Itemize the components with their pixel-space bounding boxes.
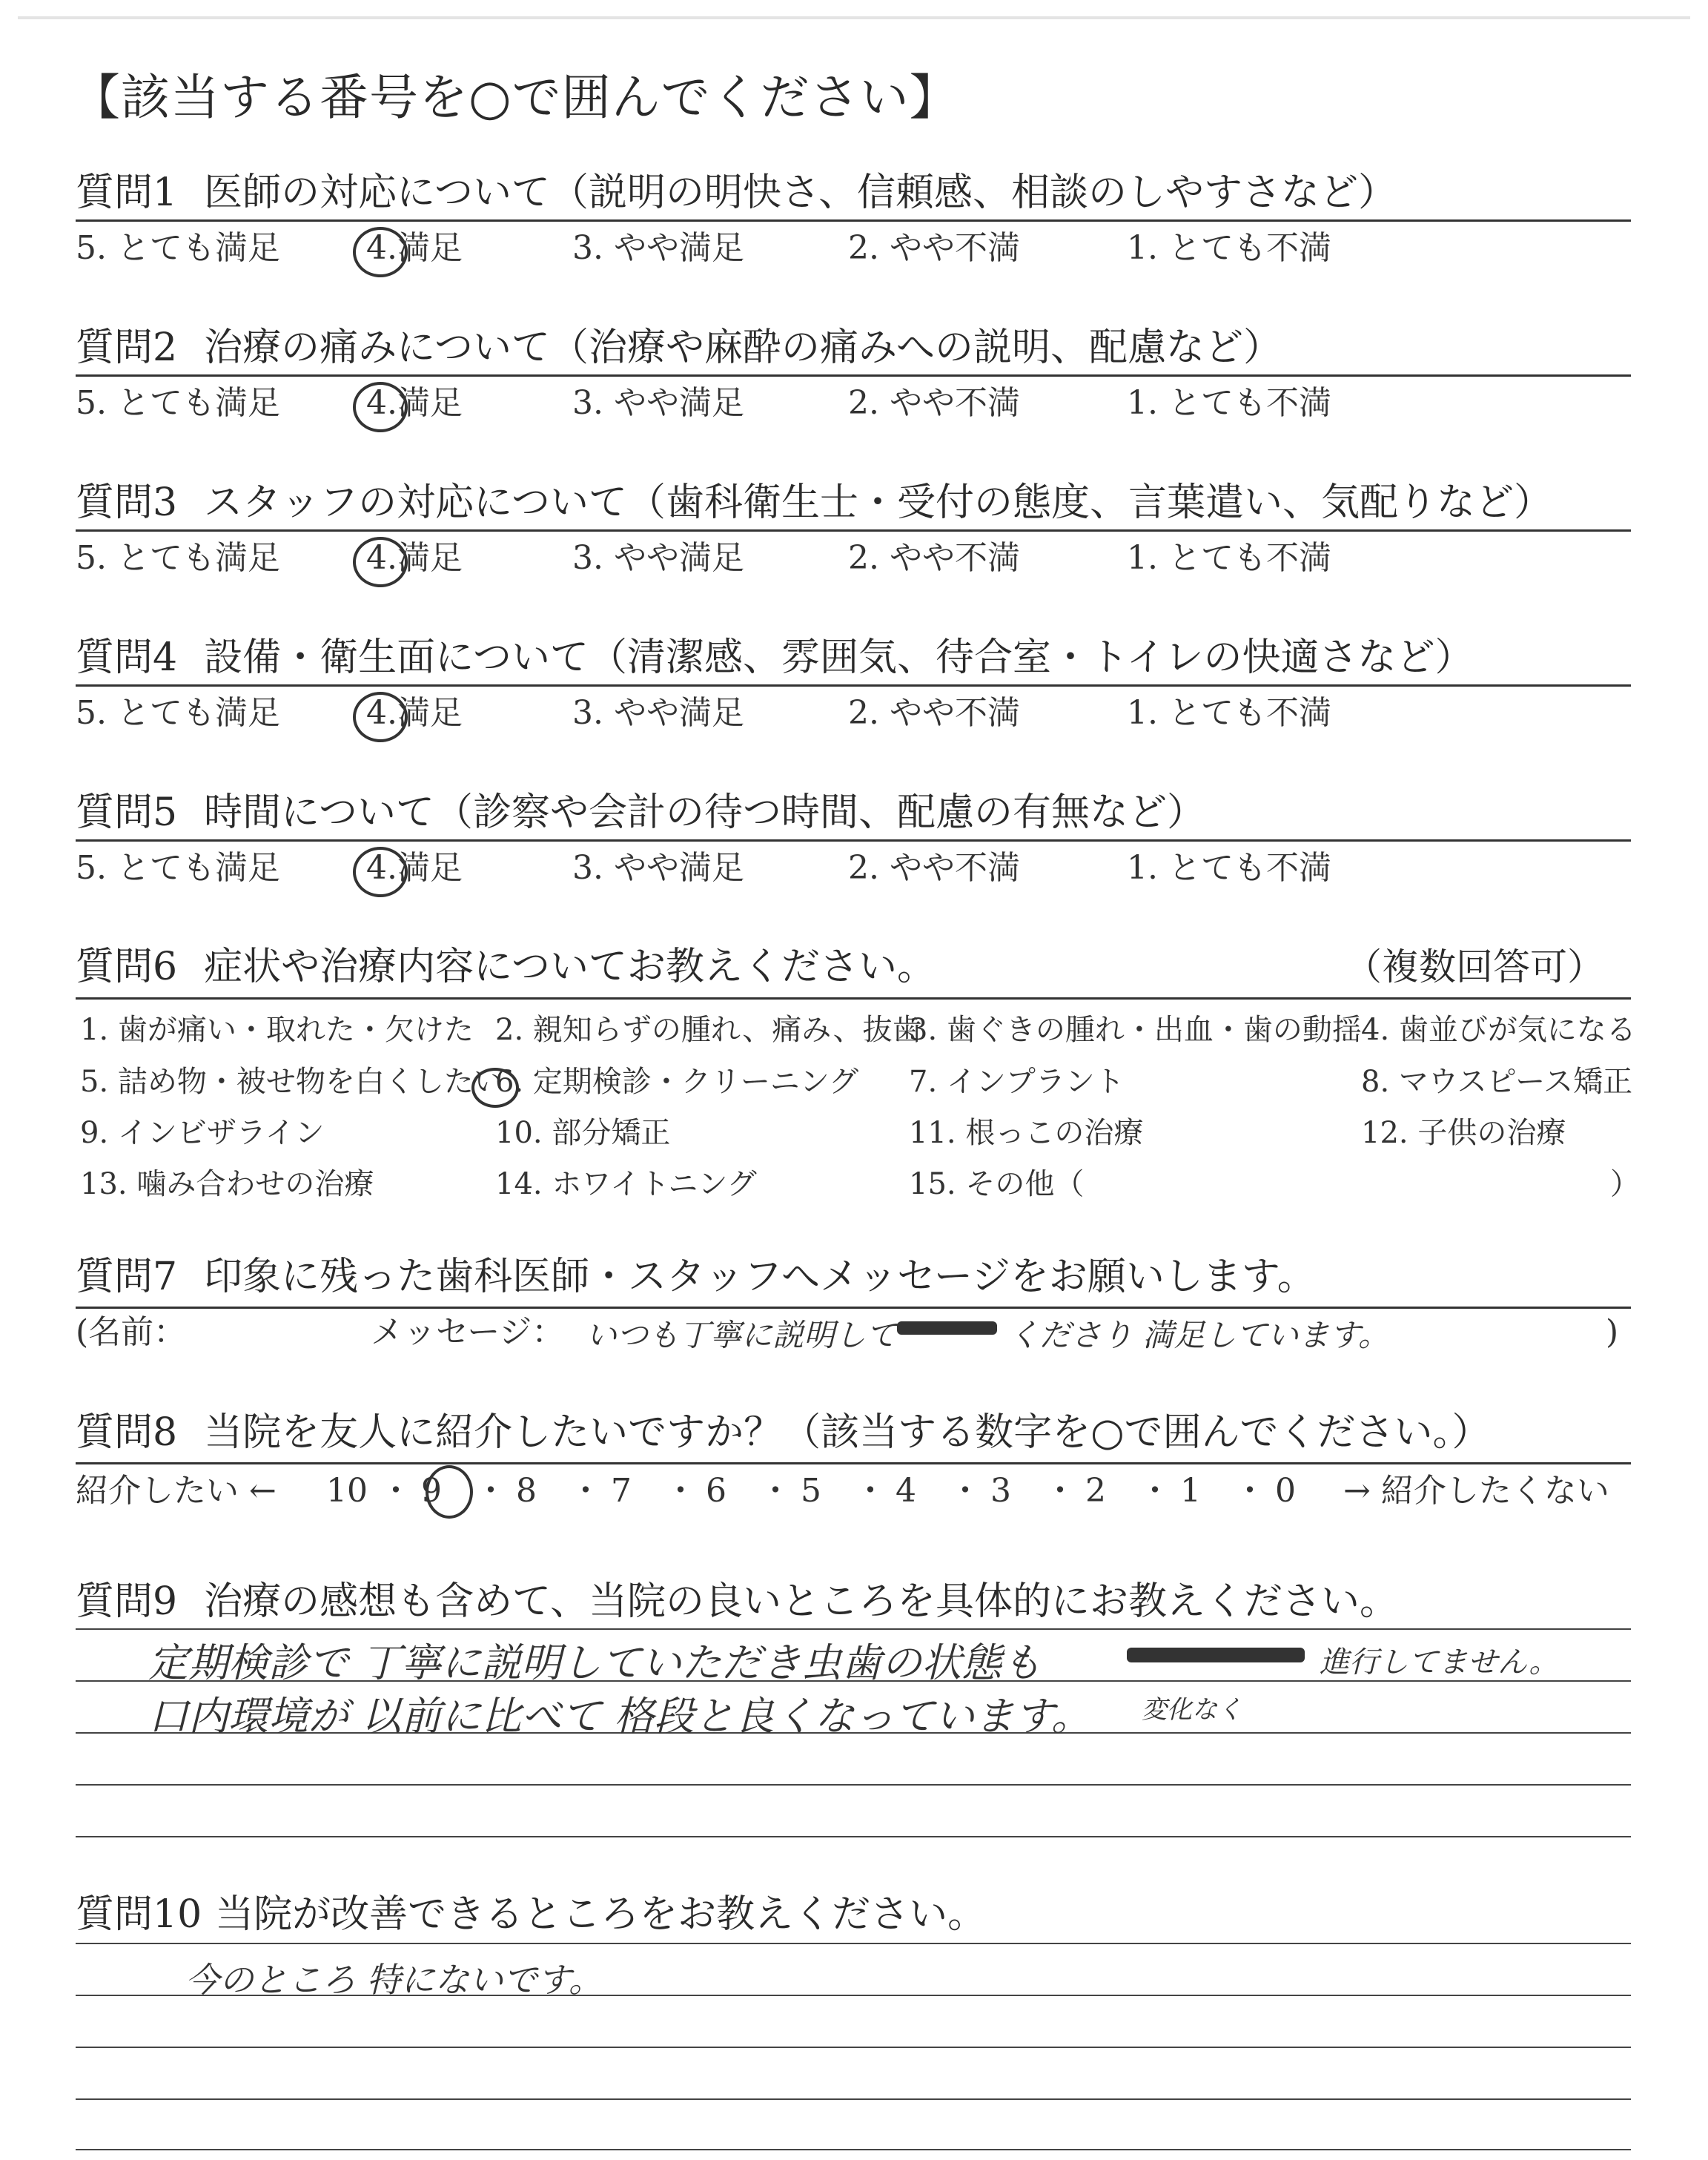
- q6-multiple-note: （複数回答可）: [1345, 945, 1604, 988]
- q2-option-1[interactable]: 1. とても不満: [1127, 384, 1331, 422]
- q6-option-1[interactable]: 1. 歯が痛い・取れた・欠けた: [80, 1013, 474, 1047]
- q8-right-label: → 紹介したくない: [1343, 1472, 1609, 1510]
- q8-scale-separator: ・: [759, 1472, 792, 1510]
- q6-option-10[interactable]: 10. 部分矯正: [495, 1116, 671, 1150]
- q10-number: 質問10: [76, 1892, 202, 1937]
- q9-answer-line-1: 定期検診で 丁寧に説明していただき虫歯の状態も: [148, 1639, 1042, 1686]
- q7-rule: [76, 1307, 1631, 1309]
- q4-option-5[interactable]: 5. とても満足: [76, 694, 280, 732]
- q9-text: 治療の感想も含めて、当院の良いところを具体的にお教えください。: [204, 1579, 1399, 1624]
- q8-scale-8[interactable]: 8: [516, 1472, 537, 1510]
- q7-message-handwritten: いつも丁寧に説明して: [586, 1317, 898, 1353]
- q2-text: 治療の痛みについて（治療や麻酔の痛みへの説明、配慮など）: [204, 326, 1282, 370]
- q6-number: 質問6: [76, 945, 178, 989]
- q8-answer-circle: [426, 1465, 473, 1519]
- q8-scale-separator: ・: [1139, 1472, 1171, 1510]
- q6-option-3[interactable]: 3. 歯ぐきの腫れ・出血・歯の動揺: [909, 1013, 1362, 1047]
- q8-title: [76, 1409, 1490, 1456]
- q5-title: [76, 789, 1205, 836]
- q1-answer-circle: [353, 227, 408, 277]
- q5-option-2[interactable]: 2. やや不満: [848, 849, 1020, 887]
- q6-option-other-close: ）: [1610, 1167, 1640, 1201]
- q4-rule: [76, 684, 1631, 687]
- q9-rule-1: [76, 1628, 1631, 1630]
- q9-rule-5: [76, 1836, 1631, 1837]
- q1-number: 質問1: [76, 171, 178, 215]
- q3-option-1[interactable]: 1. とても不満: [1127, 539, 1331, 577]
- q8-scale-separator: ・: [1044, 1472, 1076, 1510]
- q9-rule-4: [76, 1784, 1631, 1786]
- q3-rule: [76, 529, 1631, 532]
- q1-option-2[interactable]: 2. やや不満: [848, 229, 1020, 267]
- q4-text: 設備・衛生面について（清潔感、雰囲気、待合室・トイレの快適さなど）: [204, 635, 1474, 680]
- q2-answer-circle: [353, 382, 408, 432]
- q6-option-8[interactable]: 8. マウスピース矯正: [1361, 1065, 1633, 1099]
- q8-scale-5[interactable]: 5: [801, 1472, 821, 1510]
- q2-title: [76, 324, 1282, 371]
- q8-scale-1[interactable]: 1: [1180, 1472, 1201, 1510]
- top-border: [18, 16, 1690, 19]
- q2-option-3[interactable]: 3. やや満足: [572, 384, 744, 422]
- q8-scale-separator: ・: [1234, 1472, 1266, 1510]
- q3-option-2[interactable]: 2. やや不満: [848, 539, 1020, 577]
- q7-text: 印象に残った歯科医師・スタッフへメッセージをお願いします。: [204, 1255, 1316, 1299]
- q6-option-6[interactable]: 6. 定期検診・クリーニング: [495, 1065, 859, 1099]
- instruction-heading: 【該当する番号を○で囲んでください】: [71, 69, 959, 126]
- q8-scale-separator: ・: [854, 1472, 887, 1510]
- q9-answer-line-2: 口内環境が 以前に比べて 格段と良くなっています。: [148, 1693, 1092, 1740]
- q1-option-1[interactable]: 1. とても不満: [1127, 229, 1331, 267]
- q10-rule-3: [76, 2047, 1631, 2048]
- q7-message-handwritten-2: くださり 満足しています。: [1008, 1317, 1389, 1353]
- q8-scale-2[interactable]: 2: [1085, 1472, 1106, 1510]
- q6-title: [76, 943, 936, 991]
- q6-option-14[interactable]: 14. ホワイトニング: [495, 1167, 757, 1201]
- q8-scale-3[interactable]: 3: [990, 1472, 1011, 1510]
- q4-option-1[interactable]: 1. とても不満: [1127, 694, 1331, 732]
- q8-text: 当院を友人に紹介したいですか？（該当する数字を○で囲んでください。）: [204, 1410, 1491, 1455]
- q10-rule-5: [76, 2149, 1631, 2150]
- q5-rule: [76, 839, 1631, 842]
- q3-text: スタッフの対応について（歯科衛生士・受付の態度、言葉遣い、気配りなど）: [204, 480, 1553, 525]
- q2-option-5[interactable]: 5. とても満足: [76, 384, 280, 422]
- q3-title: [76, 479, 1552, 526]
- q8-scale-7[interactable]: 7: [611, 1472, 632, 1510]
- q3-option-4[interactable]: 4.満足: [366, 539, 463, 577]
- q4-option-3[interactable]: 3. やや満足: [572, 694, 744, 732]
- q7-name-label: (名前：: [76, 1313, 187, 1351]
- q2-rule: [76, 374, 1631, 377]
- q6-option-4[interactable]: 4. 歯並びが気になる: [1361, 1013, 1636, 1047]
- q6-option-5[interactable]: 5. 詰め物・被せ物を白くしたい: [80, 1065, 503, 1099]
- q8-number: 質問8: [76, 1410, 178, 1455]
- q5-option-1[interactable]: 1. とても不満: [1127, 849, 1331, 887]
- q10-text: 当院が改善できるところをお教えください。: [215, 1892, 987, 1937]
- q5-answer-circle: [353, 847, 408, 897]
- q6-option-11[interactable]: 11. 根っこの治療: [909, 1116, 1144, 1150]
- q5-option-3[interactable]: 3. やや満足: [572, 849, 744, 887]
- q3-option-3[interactable]: 3. やや満足: [572, 539, 744, 577]
- q2-number: 質問2: [76, 326, 178, 370]
- q1-option-5[interactable]: 5. とても満足: [76, 229, 280, 267]
- q9-inserted-text: 変化なく: [1142, 1695, 1242, 1725]
- q5-option-4[interactable]: 4.満足: [366, 849, 463, 887]
- q3-option-5[interactable]: 5. とても満足: [76, 539, 280, 577]
- q8-rule: [76, 1462, 1631, 1464]
- q8-scale-separator: ・: [569, 1472, 602, 1510]
- q7-scribble-out: [897, 1321, 997, 1335]
- q6-answer-circle: [471, 1068, 519, 1108]
- q6-rule: [76, 997, 1631, 1000]
- q8-scale-separator: ・: [949, 1472, 982, 1510]
- q10-rule-1: [76, 1943, 1631, 1944]
- q10-answer-line-1: 今のところ 特にないです。: [185, 1960, 603, 2000]
- q10-rule-4: [76, 2098, 1631, 2100]
- q4-option-4[interactable]: 4.満足: [366, 694, 463, 732]
- q1-title: [76, 169, 1397, 217]
- q2-option-4[interactable]: 4.満足: [366, 384, 463, 422]
- q6-option-12[interactable]: 12. 子供の治療: [1361, 1116, 1566, 1150]
- q10-title: [76, 1891, 986, 1938]
- q9-title: [76, 1578, 1398, 1625]
- q5-number: 質問5: [76, 790, 178, 835]
- q2-option-2[interactable]: 2. やや不満: [848, 384, 1020, 422]
- q6-option-9[interactable]: 9. インビザライン: [80, 1116, 325, 1150]
- q8-scale-9[interactable]: 9: [421, 1472, 442, 1510]
- q1-rule: [76, 219, 1631, 222]
- q8-scale-4[interactable]: 4: [896, 1472, 916, 1510]
- q7-close-paren: ): [1606, 1313, 1619, 1351]
- q8-scale-10[interactable]: 10: [326, 1472, 368, 1510]
- q8-scale-separator: ・: [474, 1472, 507, 1510]
- q6-option-13[interactable]: 13. 噛み合わせの治療: [80, 1167, 374, 1201]
- q1-text: 医師の対応について（説明の明快さ、信頼感、相談のしやすさなど）: [204, 171, 1397, 215]
- q1-option-4[interactable]: 4.満足: [366, 229, 463, 267]
- q9-answer-line-1-end: 進行してません。: [1320, 1645, 1559, 1680]
- q4-number: 質問4: [76, 635, 178, 680]
- q8-scale-6[interactable]: 6: [706, 1472, 726, 1510]
- q9-scribble-out: [1127, 1648, 1305, 1662]
- q7-number: 質問7: [76, 1255, 178, 1299]
- q7-title: [76, 1253, 1316, 1301]
- q5-option-5[interactable]: 5. とても満足: [76, 849, 280, 887]
- q3-number: 質問3: [76, 480, 178, 525]
- q4-answer-circle: [353, 692, 408, 742]
- q4-title: [76, 634, 1473, 681]
- q6-option-2[interactable]: 2. 親知らずの腫れ、痛み、抜歯: [495, 1013, 922, 1047]
- q3-answer-circle: [353, 537, 408, 587]
- q6-text: 症状や治療内容についてお教えください。: [204, 945, 936, 989]
- q7-message-label: メッセージ：: [371, 1313, 565, 1351]
- q6-option-7[interactable]: 7. インプラント: [909, 1065, 1125, 1099]
- q8-scale-separator: ・: [664, 1472, 697, 1510]
- q6-option-15[interactable]: 15. その他（: [909, 1167, 1085, 1201]
- q8-scale-separator: ・: [380, 1472, 412, 1510]
- q8-scale-0[interactable]: 0: [1275, 1472, 1296, 1510]
- q9-number: 質問9: [76, 1579, 178, 1624]
- q8-left-label: 紹介したい ←: [76, 1472, 277, 1510]
- q1-option-3[interactable]: 3. やや満足: [572, 229, 744, 267]
- q4-option-2[interactable]: 2. やや不満: [848, 694, 1020, 732]
- q5-text: 時間について（診察や会計の待つ時間、配慮の有無など）: [204, 790, 1206, 835]
